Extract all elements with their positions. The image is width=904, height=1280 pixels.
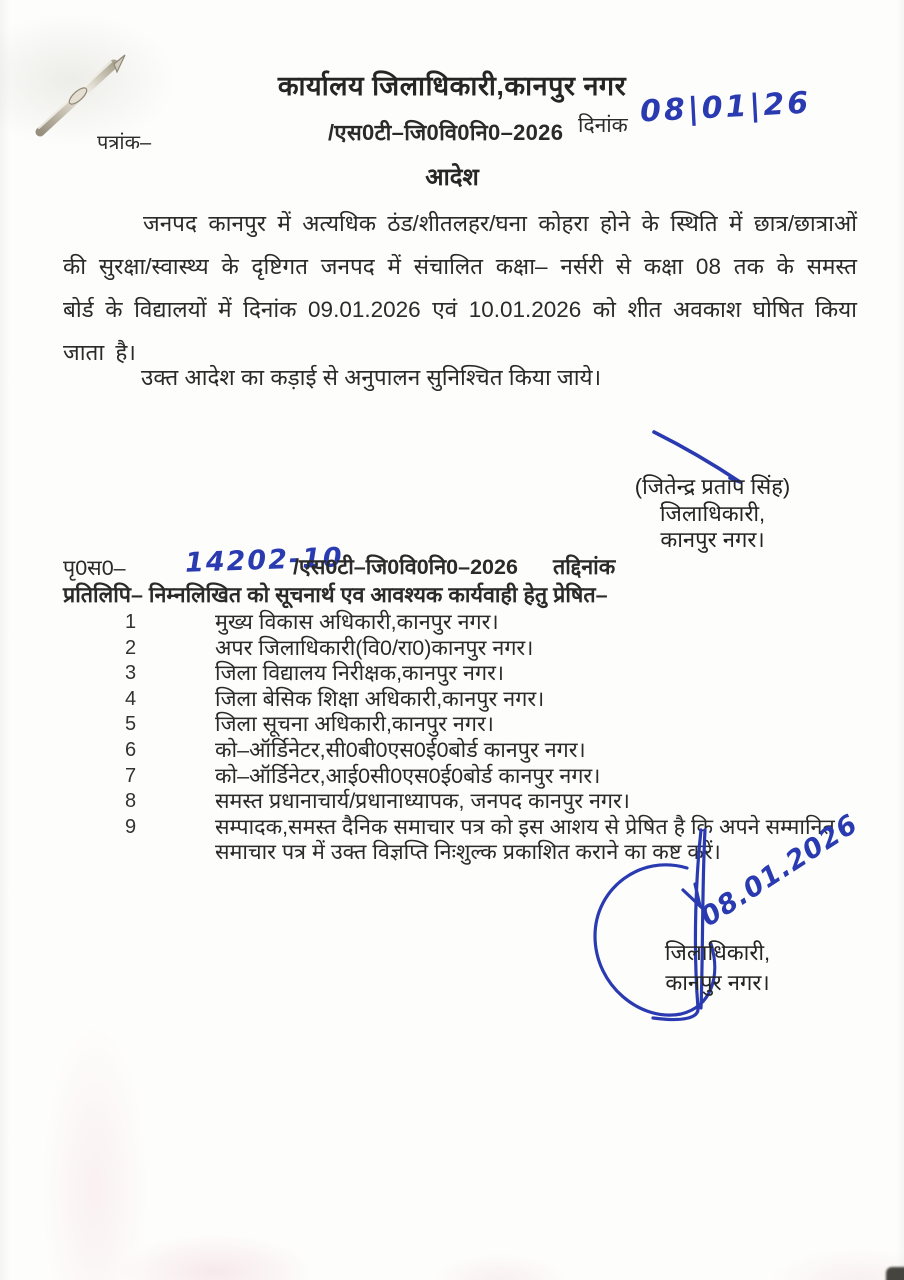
list-item-text: जिला सूचना अधिकारी,कानपुर नगर। — [215, 712, 494, 737]
list-item — [0, 661, 904, 687]
list-item — [0, 636, 904, 662]
list-item — [0, 789, 904, 815]
list-item-text: सम्पादक,समस्त दैनिक समाचार पत्र को इस आशय से प्रेषित है कि अपने सम्मानित समाचार पत्र में उक्त विज्ञप्ति निःशुल्क प्रकाशित कराने का कष्ट करें। — [215, 814, 835, 865]
endorsement-ref-label: पृ0स0– — [63, 556, 126, 580]
list-item-number: 4 — [125, 687, 137, 710]
list-item-text: जिला बेसिक शिक्षा अधिकारी,कानपुर नगर। — [215, 686, 545, 711]
list-item — [0, 687, 904, 713]
date-label: दिनांक — [578, 114, 628, 137]
letter-number-label: पत्रांक– — [97, 132, 152, 154]
recipients-list — [0, 610, 904, 866]
list-item-text: जिला विद्यालय निरीक्षक,कानपुर नगर। — [215, 661, 505, 686]
list-item-text: को–ऑर्डिनेटर,सी0बी0एस0ई0बोर्ड कानपुर नगर। — [215, 737, 586, 762]
endorsement-date-text: तद्दिनांक — [553, 555, 616, 579]
list-item-number: 3 — [125, 662, 137, 685]
endorsement-reference-number: /एस0टी–जि0वि0नि0–2026 — [293, 555, 518, 579]
list-item-number: 2 — [125, 636, 137, 659]
office-title: कार्यालय जिलाधिकारी,कानपुर नगर — [277, 71, 627, 101]
list-item-number: 9 — [125, 815, 137, 838]
list-item-text: को–ऑर्डिनेटर,आई0सी0एस0ई0बोर्ड कानपुर नगर। — [215, 763, 601, 788]
list-item-text: समस्त प्रधानाचार्य/प्रधानाध्यापक, जनपद कानपुर नगर। — [215, 789, 630, 814]
list-item-number: 5 — [125, 713, 137, 736]
signatory-name: (जितेन्द्र प्रताप सिंह) — [634, 474, 791, 499]
reference-number: /एस0टी–जि0वि0नि0–2026 — [328, 120, 564, 145]
order-body-paragraph: जनपद कानपुर में अत्यधिक ठंड/शीतलहर/घना कोहरा होने के स्थिति में छात्र/छात्राओं की सुरक्षा/स्वास्थ्य के दृष्टिगत जनपद में संचालित कक्षा– नर्सरी से कक्षा 08 तक के समस्त बोर्ड के विद्यालयों में दिनांक 09.01.2026 एवं 10.01.2026 को शीत अवकाश घोषित किया जाता है। — [63, 211, 857, 365]
signatory-block — [610, 474, 815, 554]
footer-signatory-block — [615, 938, 820, 998]
signatory-place: कानपुर नगर। — [660, 527, 765, 552]
scan-corner-artifact — [886, 1267, 904, 1280]
list-item — [0, 610, 904, 636]
list-item — [0, 712, 904, 738]
list-item-text: अपर जिलाधिकारी(वि0/रा0)कानपुर नगर। — [215, 635, 534, 660]
order-heading: आदेश — [425, 164, 479, 191]
list-item-number: 6 — [125, 738, 137, 761]
copy-forward-line: प्रतिलिपि– निम्नलिखित को सूचनार्थ एव आवश्यक कार्यवाही हेतु प्रेषित– — [63, 583, 608, 607]
list-item — [0, 738, 904, 764]
list-item — [0, 764, 904, 790]
signatory-designation: जिलाधिकारी, — [659, 500, 766, 526]
handwritten-date-top: 08|01|26 — [639, 85, 812, 130]
footer-place: कानपुर नगर। — [665, 970, 770, 995]
list-item-number: 1 — [125, 611, 137, 633]
handwritten-date-bottom: 08.01.2026 — [695, 808, 864, 933]
order-compliance-line: उक्त आदेश का कड़ाई से अनुपालन सुनिश्चित किया जाये। — [141, 365, 602, 390]
handwritten-dispatch-number: 14202-10 — [184, 542, 345, 579]
list-item-number: 8 — [125, 790, 137, 813]
list-item-number: 7 — [125, 764, 137, 787]
footer-designation: जिलाधिकारी, — [664, 940, 771, 965]
list-item-text: मुख्य विकास अधिकारी,कानपुर नगर। — [215, 610, 499, 634]
